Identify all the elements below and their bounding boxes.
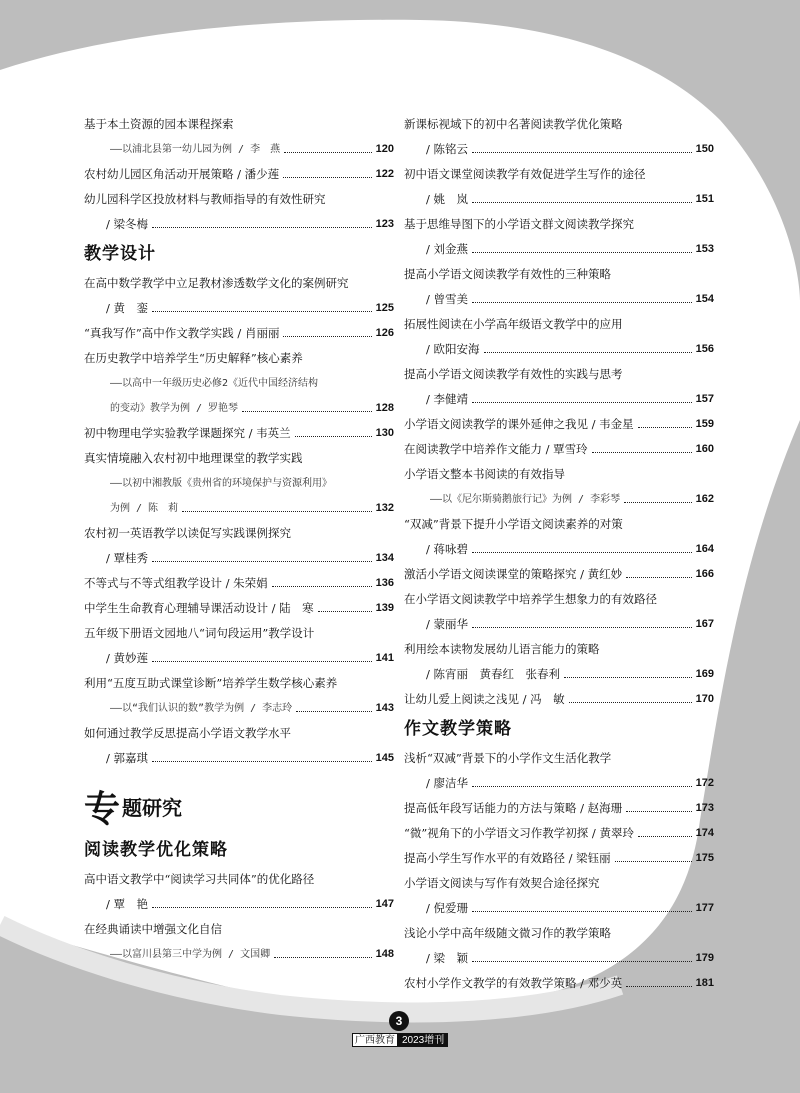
toc-page-number: 139	[375, 602, 394, 614]
toc-entry	[84, 496, 394, 521]
toc-page-number: 148	[375, 948, 394, 960]
toc-entry-text: / 蒋咏碧	[426, 542, 469, 556]
toc-entry	[84, 162, 394, 187]
toc-entry	[84, 942, 394, 967]
toc-entry-text: 在经典诵读中增强文化自信	[84, 922, 222, 936]
toc-page-number: 162	[695, 493, 714, 505]
toc-entry	[84, 212, 394, 237]
dot-leader	[472, 251, 692, 253]
toc-entry-text: 为例 / 陈 莉	[110, 503, 179, 514]
toc-entry-text: 在高中数学教学中立足教材渗透数学文化的案例研究	[84, 276, 349, 290]
dot-leader	[484, 351, 692, 353]
toc-page-number: 128	[375, 402, 394, 414]
toc-page-number: 123	[375, 218, 394, 230]
toc-entry	[84, 296, 394, 321]
toc-title-line	[404, 362, 714, 387]
toc-left-column	[84, 112, 394, 967]
toc-entry-text: 小学语文阅读教学的课外延伸之我见 / 韦金星	[404, 417, 634, 431]
toc-entry	[84, 696, 394, 721]
toc-entry	[84, 421, 394, 446]
toc-right-column	[404, 112, 714, 996]
dot-leader	[182, 510, 372, 512]
toc-entry-text: 高中语文教学中“阅读学习共同体”的优化路径	[84, 872, 315, 886]
journal-label	[352, 1033, 448, 1047]
dot-leader	[152, 560, 372, 562]
toc-entry	[84, 746, 394, 771]
toc-entry-text: 农村幼儿园区角活动开展策略 / 潘少莲	[84, 167, 280, 181]
toc-entry	[404, 662, 714, 687]
toc-entry-text: / 蒙丽华	[426, 617, 469, 631]
toc-page-number: 174	[695, 827, 714, 839]
special-topic-rest: 题研究	[122, 797, 183, 820]
dot-leader	[626, 985, 691, 987]
toc-title-line	[404, 512, 714, 537]
toc-page-number: 153	[695, 243, 714, 255]
toc-entry-text: 农村小学作文教学的有效教学策略 / 邓少英	[404, 976, 623, 990]
toc-entry-text: 初中语文课堂阅读教学有效促进学生写作的途径	[404, 167, 646, 181]
toc-entry-text: 让幼儿爱上阅读之浅见 / 冯 敏	[404, 692, 565, 706]
toc-title-line	[84, 721, 394, 746]
toc-entry	[84, 596, 394, 621]
toc-entry-text: 基于本土资源的园本课程探索	[84, 117, 234, 131]
toc-title-line	[84, 187, 394, 212]
dot-leader	[564, 676, 692, 678]
toc-page-number: 150	[695, 143, 714, 155]
toc-entry	[404, 487, 714, 512]
dot-leader	[626, 576, 691, 578]
dot-leader	[284, 151, 372, 153]
toc-entry	[84, 396, 394, 421]
toc-page-number: 120	[375, 143, 394, 155]
toc-entry	[404, 287, 714, 312]
dot-leader	[472, 201, 692, 203]
toc-entry-text: / 欧阳安海	[426, 342, 480, 356]
toc-entry	[404, 946, 714, 971]
dot-leader	[472, 551, 692, 553]
toc-entry-text: 初中物理电学实验教学课题探究 / 韦英兰	[84, 426, 291, 440]
toc-entry	[404, 187, 714, 212]
dot-leader	[295, 435, 372, 437]
toc-title-line	[84, 271, 394, 296]
toc-page-number: 175	[695, 852, 714, 864]
toc-entry-text: 提高小学生写作水平的有效路径 / 梁钰丽	[404, 851, 611, 865]
toc-entry	[404, 796, 714, 821]
toc-entry-text: / 廖洁华	[426, 776, 469, 790]
toc-entry	[84, 646, 394, 671]
dot-leader	[569, 701, 692, 703]
toc-page-number: 145	[375, 752, 394, 764]
toc-entry	[404, 337, 714, 362]
toc-entry-text: 小学语文整本书阅读的有效指导	[404, 467, 565, 481]
toc-entry-text: / 陈铭云	[426, 142, 469, 156]
toc-entry	[84, 892, 394, 917]
dot-leader	[624, 501, 692, 503]
toc-entry-text: “微”视角下的小学语文习作教学初探 / 黄翠玲	[404, 826, 634, 840]
toc-entry-text: 浅论小学中高年级随文微习作的教学策略	[404, 926, 611, 940]
journal-issue: 2023增刊	[398, 1033, 448, 1047]
toc-entry	[404, 562, 714, 587]
toc-title-line	[84, 867, 394, 892]
toc-entry-text: ——以富川县第三中学为例 / 文国卿	[110, 949, 271, 960]
toc-page-number: 156	[695, 343, 714, 355]
dot-leader	[638, 835, 692, 837]
toc-entry	[404, 821, 714, 846]
toc-title-line	[404, 112, 714, 137]
toc-entry-text: 基于思维导图下的小学语文群文阅读教学探究	[404, 217, 634, 231]
toc-entry-text: 激活小学语文阅读课堂的策略探究 / 黄红妙	[404, 567, 623, 581]
toc-entry-text: / 姚 岚	[426, 192, 469, 206]
toc-entry	[404, 771, 714, 796]
toc-entry-text: 在小学语文阅读教学中培养学生想象力的有效路径	[404, 592, 657, 606]
toc-title-line	[404, 312, 714, 337]
toc-entry-text: 提高低年段写话能力的方法与策略 / 赵海珊	[404, 801, 623, 815]
toc-title-line	[84, 112, 394, 137]
toc-page-number: 157	[695, 393, 714, 405]
toc-entry-text: / 曾雪美	[426, 292, 469, 306]
toc-entry-text: / 梁冬梅	[106, 217, 149, 231]
toc-title-line	[84, 917, 394, 942]
toc-page-number: 154	[695, 293, 714, 305]
toc-entry-text: / 覃桂秀	[106, 551, 149, 565]
toc-title-line	[84, 671, 394, 696]
toc-page-number: 164	[695, 543, 714, 555]
toc-entry-text: ——以《尼尔斯骑鹅旅行记》为例 / 李彩琴	[430, 494, 621, 505]
toc-entry-text: 不等式与不等式组教学设计 / 朱荣娟	[84, 576, 268, 590]
toc-page-number: 132	[375, 502, 394, 514]
toc-page-number: 159	[695, 418, 714, 430]
section-heading: 阅读教学优化策略	[84, 840, 228, 859]
toc-entry-text: ——以“我们认识的数”教学为例 / 李志玲	[110, 703, 293, 714]
dot-leader	[283, 335, 371, 337]
dot-leader	[592, 451, 692, 453]
dot-leader	[472, 626, 692, 628]
toc-page-number: 179	[695, 952, 714, 964]
toc-entry-text: / 黄 銮	[106, 301, 149, 315]
dot-leader	[472, 910, 692, 912]
dot-leader	[472, 151, 692, 153]
toc-entry-text: 五年级下册语文园地八“词句段运用”教学设计	[84, 626, 315, 640]
toc-entry	[404, 612, 714, 637]
toc-entry-text: 如何通过教学反思提高小学语文教学水平	[84, 726, 291, 740]
toc-title-line	[404, 162, 714, 187]
toc-entry-text: 真实情境融入农村初中地理课堂的教学实践	[84, 451, 303, 465]
toc-entry	[404, 971, 714, 996]
toc-entry-text: / 刘金燕	[426, 242, 469, 256]
toc-entry	[404, 437, 714, 462]
toc-entry-text: ——以高中一年级历史必修2《近代中国经济结构	[110, 378, 319, 389]
toc-entry-text: 小学语文阅读与写作有效契合途径探究	[404, 876, 600, 890]
toc-page-number: 167	[695, 618, 714, 630]
dot-leader	[152, 660, 372, 662]
toc-entry	[404, 537, 714, 562]
dot-leader	[615, 860, 692, 862]
toc-title-line	[404, 262, 714, 287]
toc-entry-text: 提高小学语文阅读教学有效性的实践与思考	[404, 367, 623, 381]
toc-page-number: 169	[695, 668, 714, 680]
toc-page-number: 151	[695, 193, 714, 205]
toc-title-line	[84, 471, 394, 496]
toc-entry-text: 提高小学语文阅读教学有效性的三种策略	[404, 267, 611, 281]
toc-title-line	[404, 212, 714, 237]
toc-page-number: 126	[375, 327, 394, 339]
dot-leader	[472, 301, 692, 303]
toc-page-number: 143	[375, 702, 394, 714]
toc-page-number: 134	[375, 552, 394, 564]
toc-page-number: 177	[695, 902, 714, 914]
special-topic-big-char: 专	[84, 787, 121, 829]
toc-page-number: 122	[375, 168, 394, 180]
toc-entry-text: ——以初中湘教版《贵州省的环境保护与资源利用》	[110, 478, 333, 489]
dot-leader	[626, 810, 691, 812]
page-number-badge: 3	[389, 1011, 409, 1031]
toc-title-line	[404, 871, 714, 896]
dot-leader	[152, 226, 372, 228]
toc-title-line	[404, 746, 714, 771]
toc-entry-text: 新课标视域下的初中名著阅读教学优化策略	[404, 117, 623, 131]
toc-entry	[404, 896, 714, 921]
toc-page-number: 173	[695, 802, 714, 814]
toc-page-number: 141	[375, 652, 394, 664]
toc-title-line	[84, 621, 394, 646]
toc-page-number: 147	[375, 898, 394, 910]
toc-entry-text: 在阅读教学中培养作文能力 / 覃雪玲	[404, 442, 588, 456]
toc-entry-text: 的变动》教学为例 / 罗艳琴	[110, 403, 239, 414]
toc-page-number: 166	[695, 568, 714, 580]
toc-entry	[404, 387, 714, 412]
toc-entry-text: “双减”背景下提升小学语文阅读素养的对策	[404, 517, 623, 531]
dot-leader	[638, 426, 692, 428]
toc-entry	[84, 546, 394, 571]
toc-page-number: 160	[695, 443, 714, 455]
dot-leader	[152, 310, 372, 312]
toc-entry-text: 拓展性阅读在小学高年级语文教学中的应用	[404, 317, 623, 331]
toc-entry-text: / 覃 艳	[106, 897, 149, 911]
toc-title-line	[404, 587, 714, 612]
toc-entry	[404, 237, 714, 262]
toc-page-number: 172	[695, 777, 714, 789]
toc-entry-text: 农村初一英语教学以读促写实践课例探究	[84, 526, 291, 540]
dot-leader	[472, 401, 692, 403]
toc-entry	[84, 571, 394, 596]
toc-entry	[84, 321, 394, 346]
toc-page-number: 130	[375, 427, 394, 439]
toc-entry-text: 利用绘本读物发展幼儿语言能力的策略	[404, 642, 600, 656]
toc-title-line	[404, 637, 714, 662]
dot-leader	[152, 760, 372, 762]
toc-entry-text: 利用“五度互助式课堂诊断”培养学生数学核心素养	[84, 676, 338, 690]
dot-leader	[274, 956, 372, 958]
journal-name: 广西教育	[352, 1033, 398, 1047]
toc-title-line	[84, 346, 394, 371]
toc-entry-text: / 倪爱珊	[426, 901, 469, 915]
toc-title-line	[404, 921, 714, 946]
toc-entry-text: / 郭嘉琪	[106, 751, 149, 765]
toc-entry-text: 在历史教学中培养学生“历史解释”核心素养	[84, 351, 303, 365]
toc-entry	[404, 412, 714, 437]
dot-leader	[296, 710, 371, 712]
dot-leader	[272, 585, 372, 587]
toc-entry-text: ——以浦北县第一幼儿园为例 / 李 燕	[110, 144, 281, 155]
toc-entry-text: / 陈宵丽 黄春红 张春利	[426, 667, 561, 681]
toc-entry-text: 幼儿园科学区投放材料与教师指导的有效性研究	[84, 192, 326, 206]
section-heading: 教学设计	[84, 244, 156, 263]
toc-title-line	[84, 521, 394, 546]
toc-page-number: 170	[695, 693, 714, 705]
dot-leader	[472, 785, 692, 787]
toc-title-line	[84, 446, 394, 471]
special-topic-title	[84, 779, 394, 833]
toc-entry	[84, 137, 394, 162]
toc-entry	[404, 687, 714, 712]
dot-leader	[242, 410, 372, 412]
dot-leader	[318, 610, 372, 612]
toc-page-number: 125	[375, 302, 394, 314]
dot-leader	[283, 176, 371, 178]
toc-page-number: 181	[695, 977, 714, 989]
toc-title-line	[84, 371, 394, 396]
dot-leader	[152, 906, 372, 908]
toc-entry-text: / 梁 颖	[426, 951, 469, 965]
toc-entry-text: 浅析“双减”背景下的小学作文生活化教学	[404, 751, 612, 765]
section-heading: 作文教学策略	[404, 719, 512, 738]
toc-entry-text: 中学生生命教育心理辅导课活动设计 / 陆 寒	[84, 601, 314, 615]
toc-entry-text: / 黄妙莲	[106, 651, 149, 665]
dot-leader	[472, 960, 692, 962]
toc-entry	[404, 846, 714, 871]
toc-title-line	[404, 462, 714, 487]
toc-entry-text: / 李健靖	[426, 392, 469, 406]
toc-entry	[404, 137, 714, 162]
toc-entry-text: “真我写作”高中作文教学实践 / 肖丽丽	[84, 326, 280, 340]
toc-page-number: 136	[375, 577, 394, 589]
